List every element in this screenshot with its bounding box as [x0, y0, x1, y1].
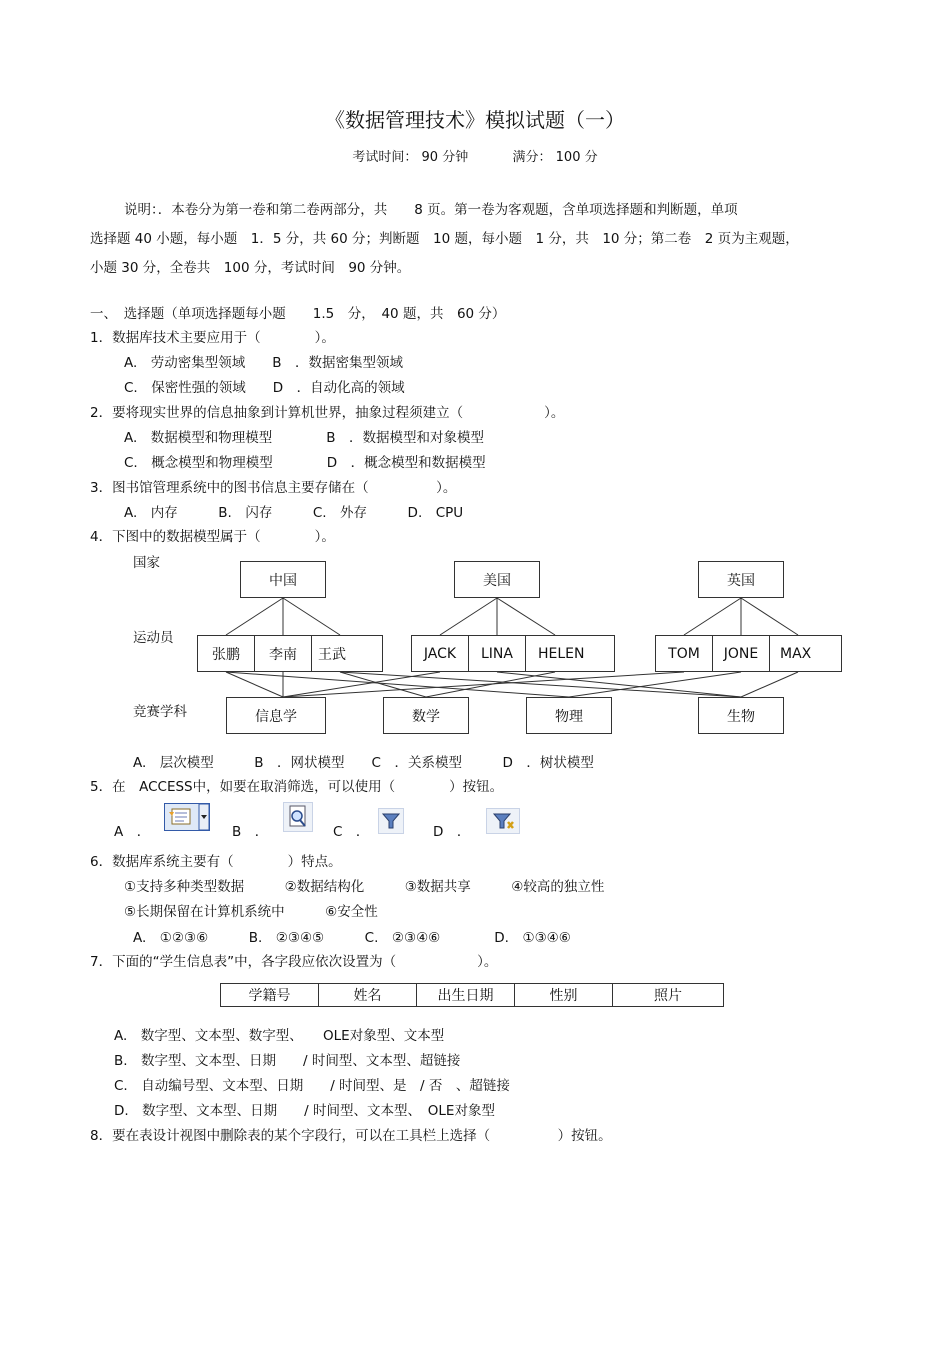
q1-stem: 1．数据库技术主要应用于（ ）。 [90, 330, 335, 346]
subject-box: 数学 [383, 697, 469, 734]
athlete-box: 李南 [254, 635, 312, 672]
q1-options-row2: C. 保密性强的领域 D ．自动化高的领域 [124, 380, 405, 396]
q5-option-a: A ． [114, 824, 151, 840]
subject-box: 物理 [526, 697, 612, 734]
time-label: 考试时间： [352, 150, 418, 165]
athlete-box: 张鹏 [197, 635, 255, 672]
diagram-label-athlete: 运动员 [133, 630, 174, 646]
table-cell: 姓名 [319, 984, 417, 1007]
table-cell: 学籍号 [221, 984, 319, 1007]
athlete-box: JACK [411, 635, 469, 672]
intro-line-1: 说明：．本卷分为第一卷和第二卷两部分，共 8 页。第一卷为客观题，含单项选择题和判断题，单项 [124, 202, 738, 218]
table-cell: 照片 [613, 984, 724, 1007]
table-cell: 出生日期 [417, 984, 515, 1007]
q4-stem: 4．下图中的数据模型属于（ ）。 [90, 529, 335, 545]
country-box-usa: 美国 [454, 561, 540, 598]
apply-filter-icon[interactable] [378, 808, 404, 834]
athlete-box: TOM [655, 635, 713, 672]
table-row [221, 984, 724, 1007]
diagram-label-subject: 竞赛学科 [133, 704, 187, 720]
q6-stem: 6．数据库系统主要有（ ）特点。 [90, 854, 342, 870]
country-box-uk: 英国 [698, 561, 784, 598]
q5-option-b: B ． [232, 824, 269, 840]
table-cell: 性别 [515, 984, 613, 1007]
q8-stem: 8．要在表设计视图中删除表的某个字段行，可以在工具栏上选择（ ）按钮。 [90, 1128, 612, 1144]
q5-option-c: C ． [333, 824, 370, 840]
subject-box: 信息学 [226, 697, 326, 734]
q2-options-row2: C. 概念模型和物理模型 D ．概念模型和数据模型 [124, 455, 486, 471]
remove-filter-icon[interactable] [486, 808, 520, 834]
q2-stem: 2．要将现实世界的信息抽象到计算机世界，抽象过程须建立（ ）。 [90, 405, 565, 421]
athlete-box: MAX [769, 635, 842, 672]
diagram-label-country: 国家 [133, 555, 160, 571]
q1-options-row1: A. 劳动密集型领域 B ．数据密集型领域 [124, 355, 404, 371]
q5-stem: 5．在 ACCESS中，如要在取消筛选，可以使用（ ）按钮。 [90, 779, 504, 795]
q7-stem: 7．下面的“学生信息表”中，各字段应依次设置为（ ）。 [90, 954, 498, 970]
toolbar-filter-dropdown-icon[interactable] [164, 803, 210, 831]
intro-line-3: 小题 30 分，全卷共 100 分，考试时间 90 分钟。 [90, 260, 411, 276]
student-info-table [220, 983, 724, 1007]
q4-options: A. 层次模型 B ．网状模型 C ．关系模型 D ．树状模型 [133, 755, 594, 771]
q7-option-d: D. 数字型、文本型、日期 / 时间型、文本型、 OLE对象型 [114, 1103, 495, 1119]
athlete-box: 王武 [311, 635, 383, 672]
q7-option-c: C. 自动编号型、文本型、日期 / 时间型、是 / 否 、超链接 [114, 1078, 510, 1094]
athlete-box: JONE [712, 635, 770, 672]
score-value: 100 分 [555, 150, 598, 165]
subject-box: 生物 [698, 697, 784, 734]
time-value: 90 分钟 [421, 150, 469, 165]
athlete-box: LINA [468, 635, 526, 672]
q2-options-row1: A. 数据模型和物理模型 B ．数据模型和对象模型 [124, 430, 485, 446]
section-heading: 一、 选择题（单项选择题每小题 1.5 分， 40 题，共 60 分） [90, 306, 506, 322]
score-label: 满分： [512, 150, 552, 165]
athlete-box: HELEN [525, 635, 615, 672]
q7-option-a: A. 数字型、文本型、数字型、 OLE对象型、文本型 [114, 1028, 445, 1044]
q6-features-row2: ⑤长期保留在计算机系统中 ⑥安全性 [124, 904, 378, 920]
q7-option-b: B. 数字型、文本型、日期 / 时间型、文本型、超链接 [114, 1053, 461, 1069]
q3-stem: 3．图书馆管理系统中的图书信息主要存储在（ ）。 [90, 480, 457, 496]
q3-options: A. 内存 B. 闪存 C. 外存 D. CPU [124, 505, 464, 521]
exam-title: 《数据管理技术》模拟试题（一） [325, 108, 625, 132]
country-box-china: 中国 [240, 561, 326, 598]
find-icon[interactable] [283, 802, 313, 832]
q5-option-d: D ． [433, 824, 471, 840]
q6-options: A. ①②③⑥ B. ②③④⑤ C. ②③④⑥ D. ①③④⑥ [133, 930, 571, 946]
q6-features-row1: ①支持多种类型数据 ②数据结构化 ③数据共享 ④较高的独立性 [124, 879, 605, 895]
intro-line-2: 选择题 40 小题，每小题 1．5 分，共 60 分；判断题 10 题，每小题 1 分，共 10 分；第二卷 2 页为主观题， [90, 231, 799, 247]
